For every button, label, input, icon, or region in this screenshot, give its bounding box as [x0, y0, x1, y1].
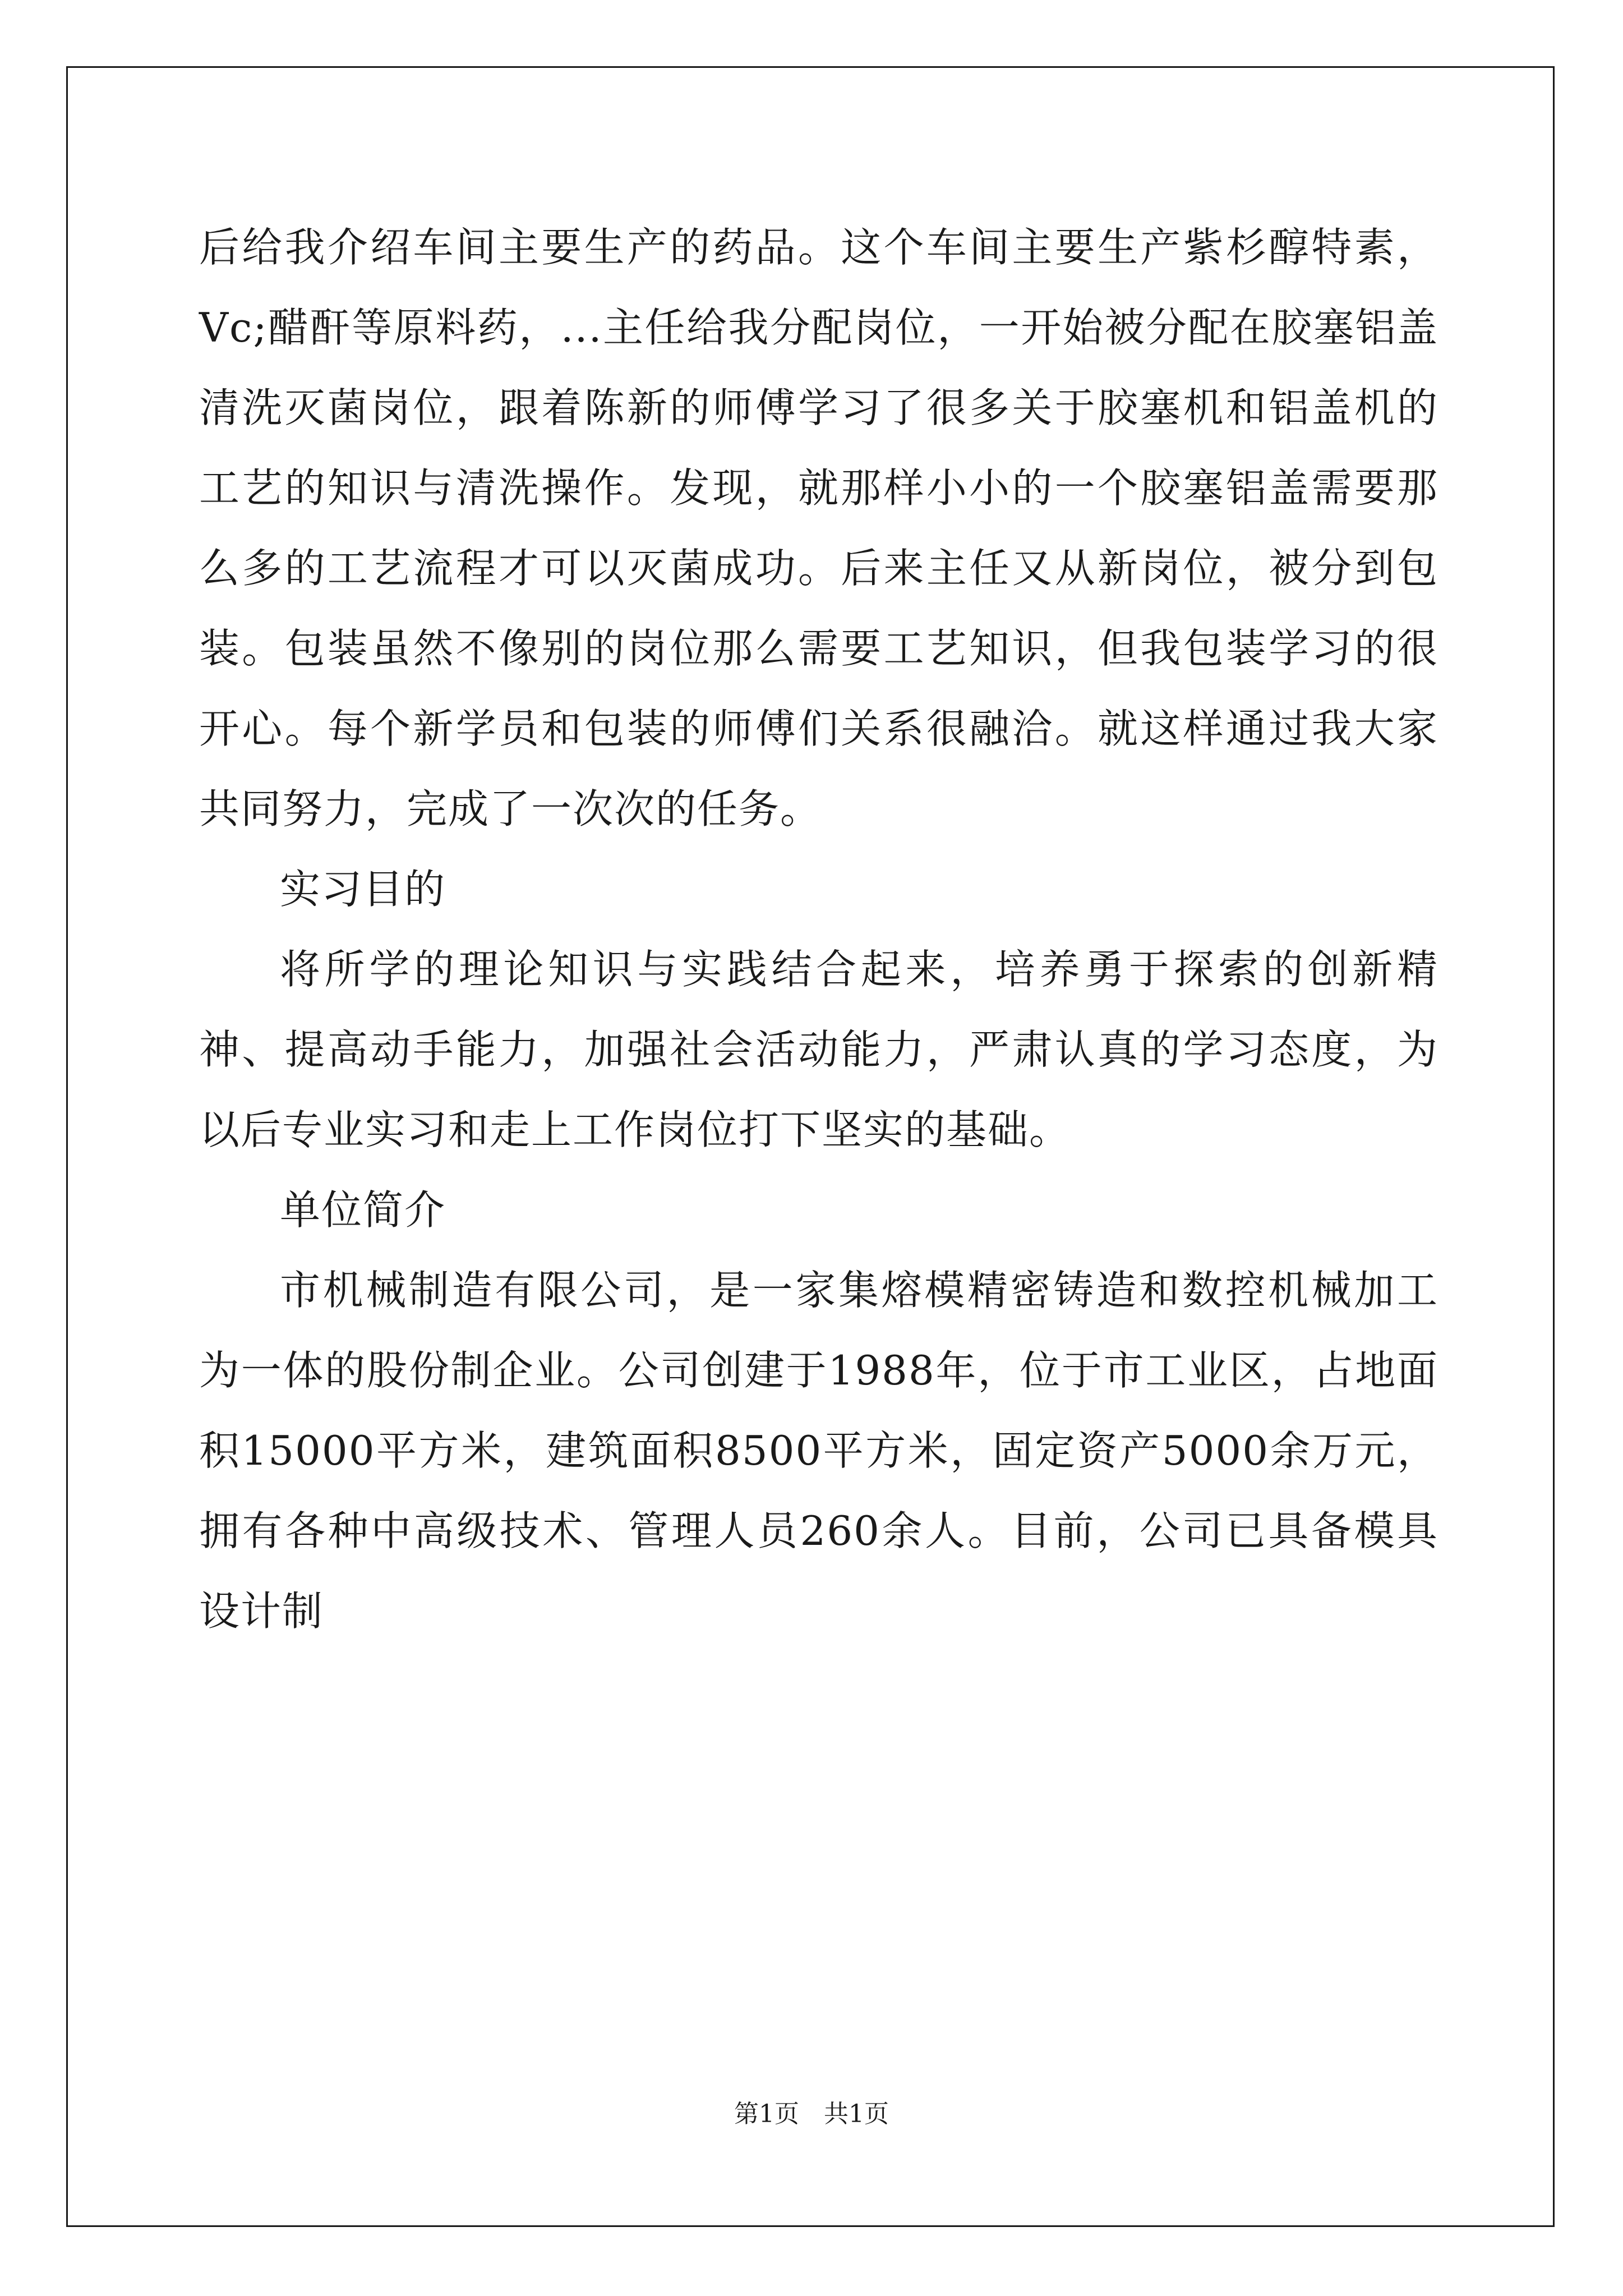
- document-body: [199, 208, 1438, 1651]
- heading-company-intro: 单位简介: [280, 1186, 446, 1234]
- paragraph-company-intro: 市机械制造有限公司，是一家集熔模精密铸造和数控机械加工为一体的股份制企业。公司创建于1988年，位于市工业区，占地面积15000平方米，建筑面积8500平方米，固定资产5000余万元，拥有各种中高级技术、管理人员260余人。目前，公司已具备模具设计制: [199, 1267, 1438, 1635]
- paragraph-intro: 后给我介绍车间主要生产的药品。这个车间主要生产紫杉醇特素，Vc;醋酐等原料药，...主任给我分配岗位，一开始被分配在胶塞铝盖清洗灭菌岗位，跟着陈新的师傅学习了很多关于胶塞机和铝盖机的工艺的知识与清洗操作。发现，就那样小小的一个胶塞铝盖需要那么多的工艺流程才可以灭菌成功。后来主任又从新岗位，被分到包装。包装虽然不像别的岗位那么需要工艺知识，但我包装学习的很开心。每个新学员和包装的师傅们关系很融洽。就这样通过我大家共同努力，完成了一次次的任务。: [199, 224, 1438, 832]
- page-number: 第1页 共1页: [734, 2100, 889, 2128]
- heading-internship-purpose: 实习目的: [280, 866, 446, 913]
- paragraph-internship-purpose: 将所学的理论知识与实践结合起来，培养勇于探索的创新精神、提高动手能力，加强社会活动能力，严肃认真的学习态度，为以后专业实习和走上工作岗位打下坚实的基础。: [199, 946, 1438, 1153]
